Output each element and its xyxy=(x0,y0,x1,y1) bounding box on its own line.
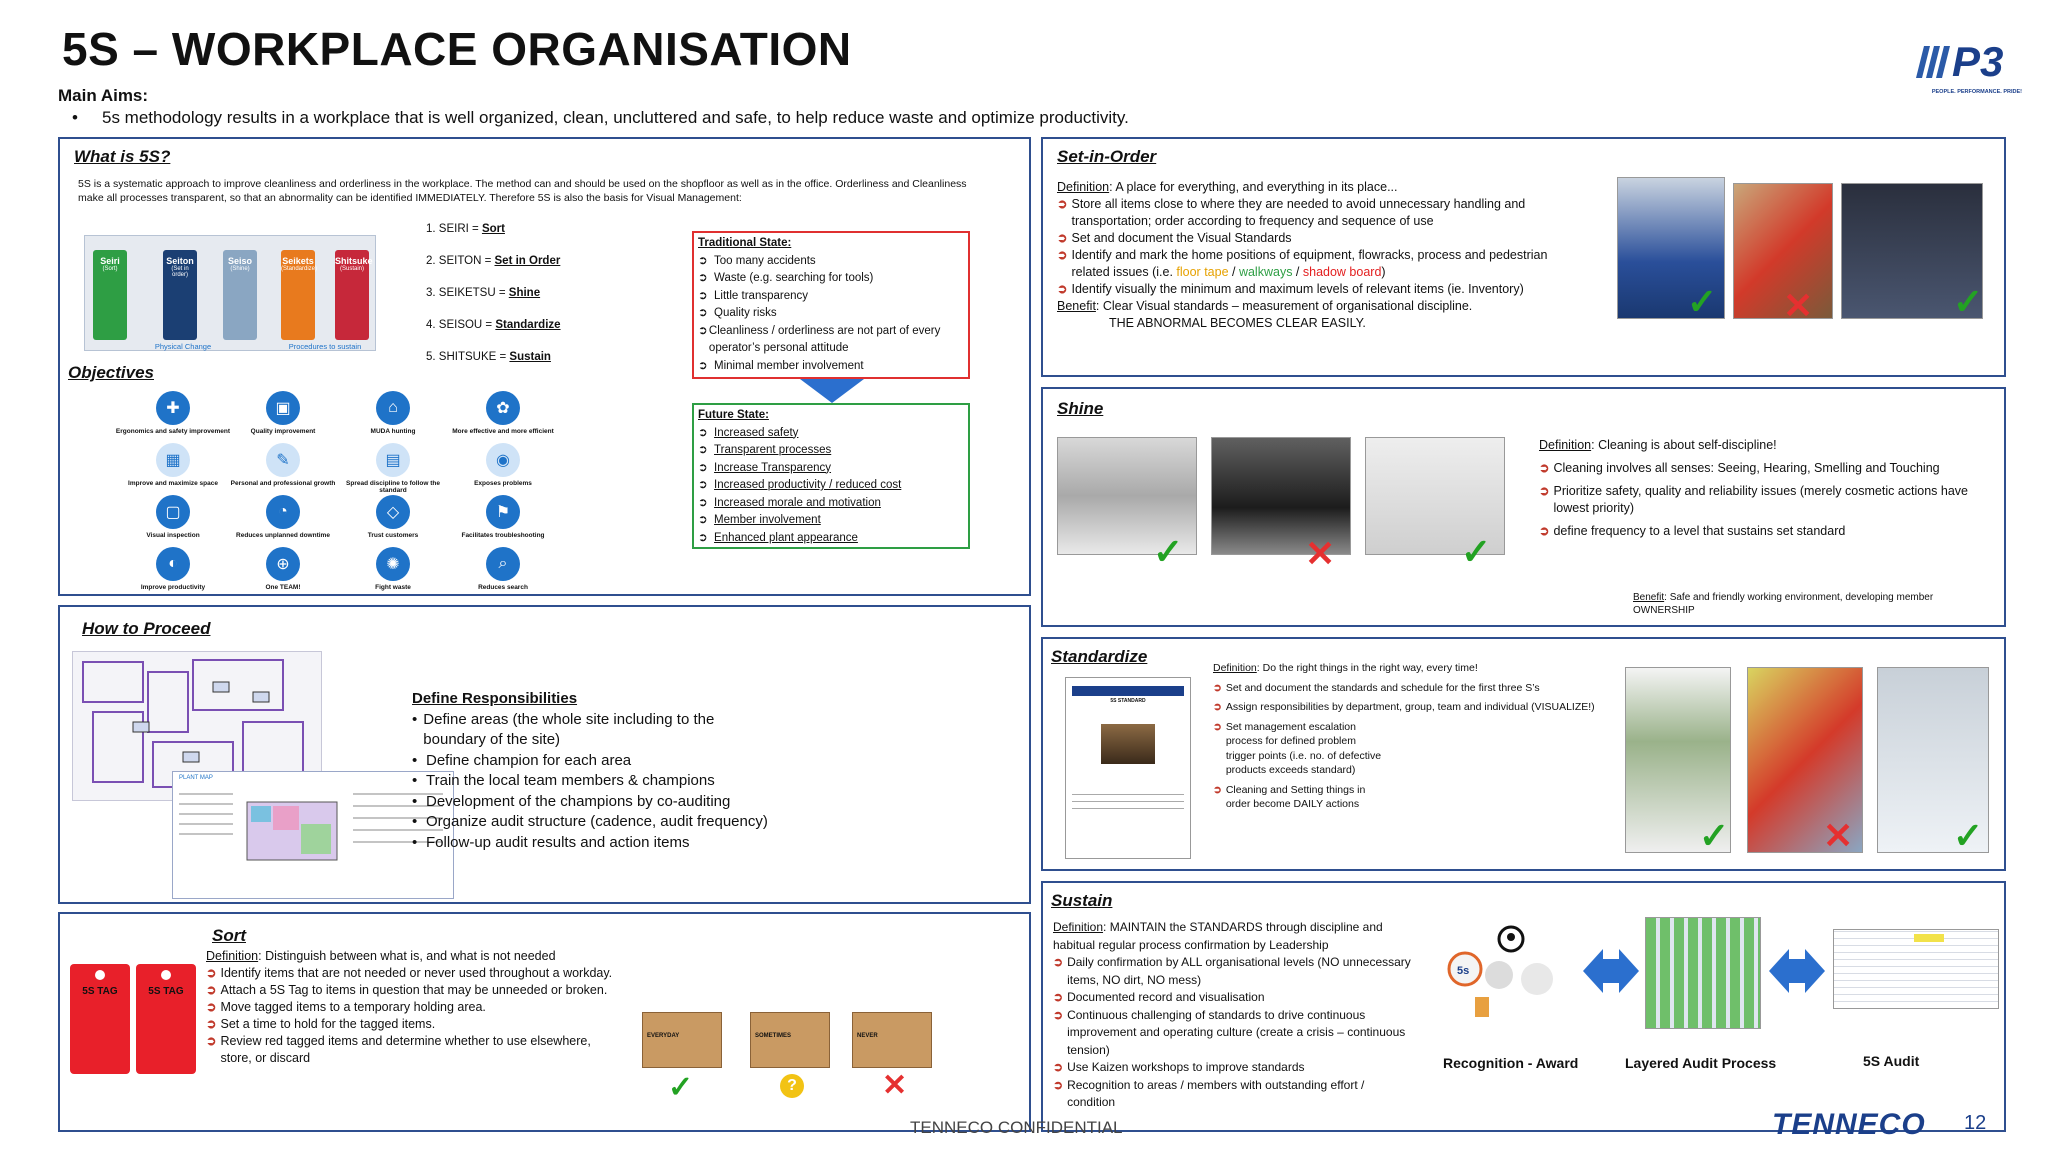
future-item: ➲ Transparent processes xyxy=(698,444,832,456)
sustain-item: ➲ Use Kaizen workshops to improve standards xyxy=(1053,1060,1305,1074)
objective-label: Reduces unplanned downtime xyxy=(236,532,330,539)
layered-audit-label: Layered Audit Process xyxy=(1625,1055,1777,1071)
p3-logo-icon xyxy=(1912,28,2022,88)
what-is-5s-title: What is 5S? xyxy=(74,147,171,166)
sustain-panel xyxy=(1041,881,2006,1132)
cross-icon: ✕ xyxy=(882,1069,908,1102)
step-item: 1. SEIRI = Sort xyxy=(426,223,505,235)
standardize-item: ➲ Set and document the standards and schedule for the first three S’s xyxy=(1213,681,1540,694)
check-icon: ✓ xyxy=(1153,531,1184,572)
standardize-text xyxy=(1213,661,1603,812)
objective-item xyxy=(376,547,453,591)
objective-icon: ◇ xyxy=(376,495,410,529)
down-arrow-icon xyxy=(800,379,864,403)
future-item: ➲ Increased productivity / reduced cost xyxy=(698,479,902,491)
sort-text xyxy=(206,948,616,1067)
question-icon: ? xyxy=(780,1074,804,1098)
award-illustration xyxy=(1435,917,1575,1027)
sustain-item: ➲ Recognition to areas / members with outstanding effort / condition xyxy=(1053,1077,1365,1109)
objective-label: Visual inspection xyxy=(146,532,200,539)
double-arrow-shaft xyxy=(1603,959,1619,983)
sustain-title: Sustain xyxy=(1051,891,1113,910)
five-s-card: Seiri (Sort) xyxy=(93,250,127,340)
objective-label: Quality improvement xyxy=(250,428,316,435)
standardize-item: ➲ Set management escalation process for defined problem trigger points (i.e. no. of defective products exceeds standard) xyxy=(1213,720,1382,776)
box-never: NEVER xyxy=(852,1012,932,1068)
objective-icon: ▦ xyxy=(156,443,190,477)
objective-label: Facilitates troubleshooting xyxy=(461,532,545,539)
objective-item xyxy=(266,547,343,591)
traditional-item: ➲ Cleanliness / orderliness are not part of every operator’s personal attitude xyxy=(698,324,941,354)
plant-map-label: PLANT MAP xyxy=(179,775,213,781)
set-in-order-text xyxy=(1057,179,1585,332)
objective-icon: ⌂ xyxy=(376,391,410,425)
shine-title: Shine xyxy=(1057,399,1104,418)
tag-text: 5S TAG xyxy=(82,986,118,997)
traditional-item: ➲ Quality risks xyxy=(698,307,777,319)
shine-item: ➲ define frequency to a level that sustains set standard xyxy=(1539,524,1846,538)
five-s-steps xyxy=(426,223,561,383)
objective-label: Exposes problems xyxy=(474,480,532,487)
traditional-item: ➲ Minimal member involvement xyxy=(698,359,864,372)
future-item: ➲ Member involvement xyxy=(698,514,821,526)
objective-icon: ✺ xyxy=(376,547,410,581)
future-state-title: Future State: xyxy=(698,409,769,421)
check-icon: ✓ xyxy=(1953,281,1984,322)
shine-panel xyxy=(1041,387,2006,627)
logo-text: P3 xyxy=(1952,38,2004,85)
what-is-5s-intro: 5S is a systematic approach to improve cleanliness and orderliness in the workplace. The method can and should be used on the shopfloor as well as in the office. Orderliness and Cleanliness make all processes transparent, so that an abnormality can be identified IMMEDIATELY. Therefore 5S is also the basis for Visual Management: xyxy=(78,178,967,204)
objective-label: Trust customers xyxy=(367,532,419,539)
shine-item: ➲ Cleaning involves all senses: Seeing, Hearing, Smelling and Touching xyxy=(1539,461,1940,475)
set-in-order-item: ➲ Set and document the Visual Standards xyxy=(1057,231,1292,245)
box-sometimes: SOMETIMES xyxy=(750,1012,830,1068)
cross-icon: ✕ xyxy=(1783,285,1814,326)
sort-item: ➲ Attach a 5S Tag to items in question that may be unneeded or broken. xyxy=(206,983,608,997)
set-in-order-item: ➲ Identify and mark the home positions of equipment, flowracks, process and pedestrian related issues (i.e. floor tape / walkways / shadow board) xyxy=(1057,248,1548,279)
standard-document-image xyxy=(1065,677,1191,859)
sustain-item: ➲ Continuous challenging of standards to drive continuous improvement and operating culture (create a crisis – continuous tension) xyxy=(1053,1007,1406,1057)
objective-label: Spread discipline to follow the standard xyxy=(346,480,440,494)
objective-icon: ◔ xyxy=(266,495,300,529)
doc-title: 5S STANDARD xyxy=(1110,698,1146,704)
objective-label: More effective and more efficient xyxy=(452,428,554,435)
objective-icon: ⌕ xyxy=(486,547,520,581)
physical-change-label: Physical Change xyxy=(154,342,212,351)
step-item: 4. SEISOU = Standardize xyxy=(426,319,561,331)
step-item: 3. SEIKETSU = Shine xyxy=(426,287,541,299)
objective-item xyxy=(474,443,563,487)
objective-item xyxy=(140,547,233,591)
check-icon: ✓ xyxy=(1953,815,1984,856)
recognition-label: Recognition - Award xyxy=(1443,1055,1579,1071)
set-in-order-item: ➲ Identify visually the minimum and maximum levels of relevant items (ie. Inventory) xyxy=(1057,282,1524,296)
traditional-item: ➲ Too many accidents xyxy=(698,254,816,267)
p3-logo xyxy=(1912,28,2022,98)
logo-tagline: PEOPLE. PERFORMANCE. PRIDE! xyxy=(1931,89,2022,95)
five-s-diagram xyxy=(84,235,376,351)
objective-icon: ▢ xyxy=(156,495,190,529)
layered-audit-board-photo xyxy=(1645,917,1761,1029)
responsibility-item: • Follow-up audit results and action items xyxy=(412,833,690,851)
main-aims-label: Main Aims: xyxy=(58,86,149,105)
objective-item xyxy=(236,495,343,539)
objective-item xyxy=(230,443,343,487)
sort-panel xyxy=(58,912,1031,1132)
standardize-item: ➲ Cleaning and Setting things in order become DAILY actions xyxy=(1213,783,1366,810)
shine-benefit: Benefit: Safe and friendly working environment, developing member OWNERSHIP xyxy=(1633,592,1934,616)
sort-item: ➲ Review red tagged items and determine whether to use elsewhere, store, or discard xyxy=(206,1034,591,1065)
cross-icon: ✕ xyxy=(1823,815,1854,856)
page-title: 5S – WORKPLACE ORGANISATION xyxy=(62,23,852,75)
future-item: ➲ Increase Transparency xyxy=(698,461,832,474)
objective-item xyxy=(250,391,343,435)
set-in-order-panel xyxy=(1041,137,2006,377)
objective-icon: ◐ xyxy=(156,547,190,581)
sort-title: Sort xyxy=(212,926,246,945)
objective-item xyxy=(461,495,563,539)
shine-text xyxy=(1539,437,1999,540)
how-to-proceed-title: How to Proceed xyxy=(82,619,211,638)
check-icon: ✓ xyxy=(668,1071,694,1104)
future-item: ➲ Increased morale and motivation xyxy=(698,496,881,509)
award-drawing xyxy=(1435,917,1575,1027)
objective-label: Fight waste xyxy=(375,584,411,591)
future-item: ➲ Increased safety xyxy=(698,426,799,439)
future-item: ➲ Enhanced plant appearance xyxy=(698,531,858,544)
responsibility-item: • Train the local team members & champions xyxy=(412,772,715,789)
confidential-label: TENNECO CONFIDENTIAL xyxy=(910,1118,1123,1137)
box-everyday: EVERYDAY xyxy=(642,1012,722,1068)
objective-item xyxy=(346,443,453,494)
tenneco-logo: TENNECO xyxy=(1772,1108,1926,1141)
standardize-panel xyxy=(1041,637,2006,871)
check-icon: ✓ xyxy=(1699,815,1730,856)
objective-label: MUDA hunting xyxy=(370,428,416,435)
step-item: 2. SEITON = Set in Order xyxy=(426,255,561,267)
objective-item xyxy=(115,391,233,435)
svg-text:5s: 5s xyxy=(1457,965,1470,977)
objective-item xyxy=(146,495,233,539)
sustain-item: ➲ Daily confirmation by ALL organisational levels (NO unnecessary items, NO dirt, NO mess) xyxy=(1053,955,1411,987)
red-tag-image xyxy=(70,964,130,1074)
traditional-item: ➲ Waste (e.g. searching for tools) xyxy=(698,272,874,284)
red-tag-image xyxy=(136,964,196,1074)
responsibility-item: • Define areas (the whole site including to the boundary of the site) xyxy=(412,710,715,748)
tag-text: 5S TAG xyxy=(148,986,184,997)
objective-icon: ✿ xyxy=(486,391,520,425)
responsibility-item: • Organize audit structure (cadence, audit frequency) xyxy=(412,813,768,830)
objective-icon: ▣ xyxy=(266,391,300,425)
objective-label: Improve productivity xyxy=(140,584,206,591)
how-to-proceed-panel xyxy=(58,605,1031,904)
objective-icon: ▤ xyxy=(376,443,410,477)
sort-item: ➲ Identify items that are not needed or never used throughout a workday. xyxy=(206,966,613,980)
step-item: 5. SHITSUKE = Sustain xyxy=(426,351,551,363)
set-in-order-item: ➲ Store all items close to where they are needed to avoid unnecessary handling and transportation; order according to frequency and sequence of use xyxy=(1057,197,1526,228)
set-in-order-benefit: Benefit: Clear Visual standards – measurement of organisational discipline. xyxy=(1057,299,1473,313)
objective-label: Reduces search xyxy=(478,584,528,591)
objective-icon: ✎ xyxy=(266,443,300,477)
objective-icon: ⚑ xyxy=(486,495,520,529)
set-in-order-definition: Definition: A place for everything, and everything in its place... xyxy=(1057,180,1398,194)
objective-item xyxy=(367,495,453,539)
objective-icon: ⊕ xyxy=(266,547,300,581)
traditional-item: ➲ Little transparency xyxy=(698,289,808,302)
traditional-state-title: Traditional State: xyxy=(698,237,792,249)
sustain-text xyxy=(1053,919,1415,1112)
procedures-label: Procedures to sustain xyxy=(288,342,362,351)
standardize-title: Standardize xyxy=(1051,647,1148,666)
page-number: 12 xyxy=(1964,1112,1987,1134)
double-arrow-icon xyxy=(1769,949,1789,993)
shine-item: ➲ Prioritize safety, quality and reliability issues (merely cosmetic actions have lowest priority) xyxy=(1539,484,1968,515)
standardize-item: ➲ Assign responsibilities by department, group, team and individual (VISUALIZE!) xyxy=(1213,701,1595,713)
shine-definition: Definition: Cleaning is about self-discipline! xyxy=(1539,438,1777,452)
abnormal-text: THE ABNORMAL BECOMES CLEAR EASILY. xyxy=(1109,316,1366,330)
objective-icon: ◉ xyxy=(486,443,520,477)
objective-item xyxy=(478,547,563,591)
responsibilities-title: Define Responsibilities xyxy=(412,690,578,707)
traditional-state-box xyxy=(692,231,970,379)
set-in-order-title: Set-in-Order xyxy=(1057,147,1157,166)
responsibility-item: • Define champion for each area xyxy=(412,751,632,769)
responsibilities-block xyxy=(412,689,772,853)
cross-icon: ✕ xyxy=(1305,533,1336,574)
double-arrow-shaft xyxy=(1789,959,1805,983)
objective-label: Improve and maximize space xyxy=(128,480,218,487)
sort-item: ➲ Set a time to hold for the tagged items. xyxy=(206,1017,436,1031)
double-arrow-head xyxy=(1805,949,1825,993)
what-is-5s-panel xyxy=(58,137,1031,596)
audit-sheet-image xyxy=(1833,929,1999,1009)
main-aims-text: • 5s methodology results in a workplace that is well organized, clean, uncluttered and safe, to help reduce waste and optimize productivity. xyxy=(72,108,1129,127)
plant-map-drawing xyxy=(173,784,453,894)
sort-definition: Definition: Distinguish between what is, and what is not needed xyxy=(206,949,556,963)
double-arrow-icon xyxy=(1583,949,1603,993)
sustain-item: ➲ Documented record and visualisation xyxy=(1053,990,1265,1004)
main-aims-bullet: 5s methodology results in a workplace that is well organized, clean, uncluttered and safe, to help reduce waste and optimize productivity. xyxy=(102,108,1129,127)
check-icon: ✓ xyxy=(1461,531,1492,572)
five-s-card: Seiton (Set in order) xyxy=(163,250,197,340)
objective-label: One TEAM! xyxy=(265,584,301,591)
sustain-definition: Definition: MAINTAIN the STANDARDS through discipline and habitual regular process confirmation by Leadership xyxy=(1053,920,1383,952)
objective-label: Ergonomics and safety improvement xyxy=(115,428,231,435)
objectives-title: Objectives xyxy=(68,363,154,382)
five-s-card: Shitsuke (Sustain) xyxy=(335,250,369,340)
objective-label: Personal and professional growth xyxy=(230,480,336,487)
audit-label: 5S Audit xyxy=(1863,1053,1920,1069)
objective-item xyxy=(452,391,563,435)
objective-item xyxy=(128,443,233,487)
sort-item: ➲ Move tagged items to a temporary holding area. xyxy=(206,1000,486,1014)
check-icon: ✓ xyxy=(1687,281,1718,322)
five-s-card: Seiso (Shine) xyxy=(223,250,257,340)
objective-item xyxy=(370,391,453,435)
five-s-card: Seikets (Standardize) xyxy=(281,250,315,340)
double-arrow-head xyxy=(1619,949,1639,993)
responsibility-item: • Development of the champions by co-auditing xyxy=(412,792,731,810)
objective-icon: ✚ xyxy=(156,391,190,425)
standardize-definition: Definition: Do the right things in the right way, every time! xyxy=(1213,662,1478,674)
future-state-box xyxy=(692,403,970,549)
